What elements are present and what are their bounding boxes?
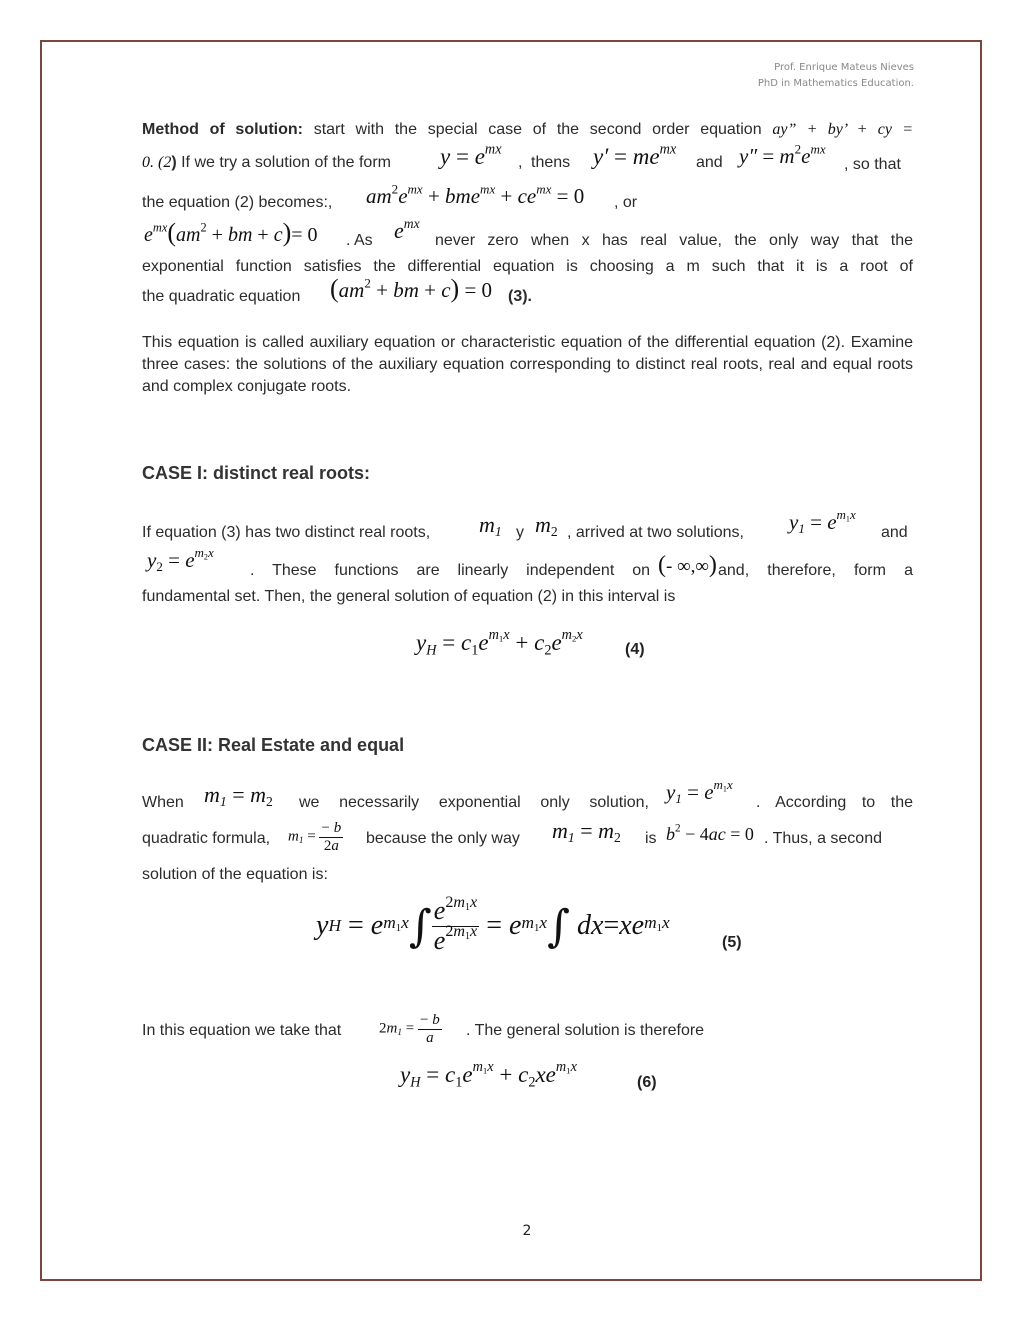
- math-second-solution: y H = e $m_1x$ ∫ $\frac{e^{2m_1x}}{e^{2m_1x}}$ = e $m_1x$ ∫ dx = xe $m_1x$: [316, 893, 670, 955]
- method-line-6-text: the quadratic equation: [142, 288, 301, 305]
- case2-line-1-text: we necessarily exponential only solution,: [299, 794, 649, 811]
- math-interval: (- ∞,∞): [658, 552, 717, 578]
- auxiliary-paragraph: This equation is called auxiliary equation or characteristic equation of the differential equation (2). Examine three cases: the solutions of the auxiliary equation corresponding to distinct real roots, real and equal roots and complex conjugate roots.: [142, 334, 913, 395]
- page-header: [758, 60, 914, 92]
- method-line-5: exponential function satisfies the differential equation is choosing a m such that it is a root of: [142, 258, 913, 275]
- math-second-derivative: $y'' = m^2e^{mx}$: [739, 141, 826, 168]
- case2-line-2-text-a: quadratic formula,: [142, 830, 271, 847]
- or-word: , or: [614, 194, 638, 211]
- math-m1: $m_1$: [479, 512, 502, 540]
- math-discriminant: $b^2 - 4ac = 0$: [666, 822, 754, 844]
- math-y1-solution: $y_1 = e^{m_1x}$: [789, 507, 856, 536]
- math-first-derivative: $y' = me^{mx}$: [593, 141, 677, 169]
- ode-equation: ay” + by’ + cy =: [772, 121, 914, 138]
- eq5-label: (5): [722, 934, 742, 951]
- math-auxiliary-equation: ($am^2$ + bm + c) = 0: [330, 274, 493, 303]
- so-that-text: , so that: [844, 156, 901, 173]
- case1-line-2-tail: and, therefore, form a: [718, 562, 913, 579]
- eq2-bracket: ): [171, 154, 177, 171]
- equation-4: [416, 627, 583, 670]
- eq3-label: (3).: [508, 288, 532, 305]
- method-line-1-text: start with the special case of the second order equation: [302, 121, 762, 138]
- case2-line-1-tail: . According to the: [756, 794, 913, 811]
- math-m2: $m_2$: [535, 512, 558, 540]
- case2-line-4-text-a: In this equation we take that: [142, 1022, 342, 1039]
- math-general-solution-2: $y_H = c_1e^{m_1x} + c_2xe^{m_1x}$: [400, 1059, 577, 1091]
- method-line-4: [142, 215, 913, 256]
- header-degree: PhD in Mathematics Education.: [757, 78, 914, 89]
- math-equal-roots: $m_1 = m_2$: [204, 782, 273, 810]
- math-substituted-equation: $am^2e^{mx} + bme^{mx} + ce^{mx} = 0$: [366, 181, 585, 208]
- page-number: 2: [522, 1223, 532, 1239]
- method-line-4-text: never zero when x has real value, the only way that the: [435, 232, 913, 249]
- math-trial-solution: $y = e^{mx}$: [440, 141, 502, 169]
- and-word-2: and: [881, 524, 908, 541]
- math-quadratic-root: $m_1$ = $\frac{- b}{2a}$: [288, 820, 342, 854]
- case1-line-1-text-a: If equation (3) has two distinct real roots,: [142, 524, 431, 541]
- case2-line-2: [142, 818, 913, 864]
- eq6-label: (6): [637, 1074, 657, 1091]
- case2-line-2-text-b: because the only way: [366, 830, 520, 847]
- header-author: Prof. Enrique Mateus Nieves: [774, 62, 914, 73]
- method-line-2-text: If we try a solution of the form: [176, 154, 391, 171]
- case1-line-2-text: . These functions are linearly independent on: [250, 562, 650, 579]
- math-general-solution-1: $y_H = c_1e^{m_1x} + c_2e^{m_2x}$: [416, 627, 583, 659]
- math-y2-solution: $y_2 = e^{m_2x}$: [147, 545, 214, 574]
- case1-heading: CASE I: distinct real roots:: [142, 463, 371, 483]
- method-line-2: 0. (2) If we try a solution of the form $y = e^{mx}$ , thens $y' = me^{mx}$ and $y'' = m^2e^{mx}$ , so that: [142, 141, 901, 173]
- method-line-6: [142, 274, 913, 312]
- method-line-3-text: the equation (2) becomes:,: [142, 194, 333, 211]
- case1-line-1-text-b: , arrived at two solutions,: [567, 524, 744, 541]
- method-line-3: [142, 181, 913, 218]
- equation-6: [400, 1059, 577, 1102]
- method-heading: Method of solution:: [142, 121, 303, 138]
- thens-word: thens: [531, 154, 571, 171]
- case2-heading: CASE II: Real Estate and equal: [142, 735, 405, 755]
- case1-line-1: [142, 507, 913, 546]
- case2-line-2-text-c: . Thus, a second: [764, 830, 882, 847]
- case1-line-2: [142, 545, 913, 584]
- when-word: When: [142, 794, 184, 811]
- method-line-1: [142, 119, 913, 140]
- equation-5: [316, 886, 670, 966]
- y-word: y: [516, 524, 524, 541]
- eq4-label: (4): [625, 641, 645, 658]
- case1-line-3: fundamental set. Then, the general solution of equation (2) in this interval is: [142, 588, 676, 605]
- math-y1-equal: $y_1 = e^{m_1x}$: [666, 777, 733, 806]
- case2-line-1: [142, 777, 913, 816]
- math-factored-equation: $e^{mx}(am^2$ + bm + c)= 0: [144, 218, 318, 247]
- is-word: is: [645, 830, 657, 847]
- math-exponential: $e^{mx}$: [394, 215, 420, 243]
- math-root-relation: $2m_1$ = $\frac{- b}{a}$: [379, 1012, 440, 1046]
- case2-line-3: solution of the equation is:: [142, 866, 328, 883]
- as-word: . As: [346, 232, 373, 249]
- case2-line-4-text-b: . The general solution is therefore: [466, 1022, 705, 1039]
- math-equal-roots-2: $m_1 = m_2$: [552, 818, 621, 846]
- case2-line-4: [142, 1010, 913, 1056]
- ode-eq-tail: 0. (2: [142, 154, 172, 171]
- and-word: and: [696, 154, 723, 171]
